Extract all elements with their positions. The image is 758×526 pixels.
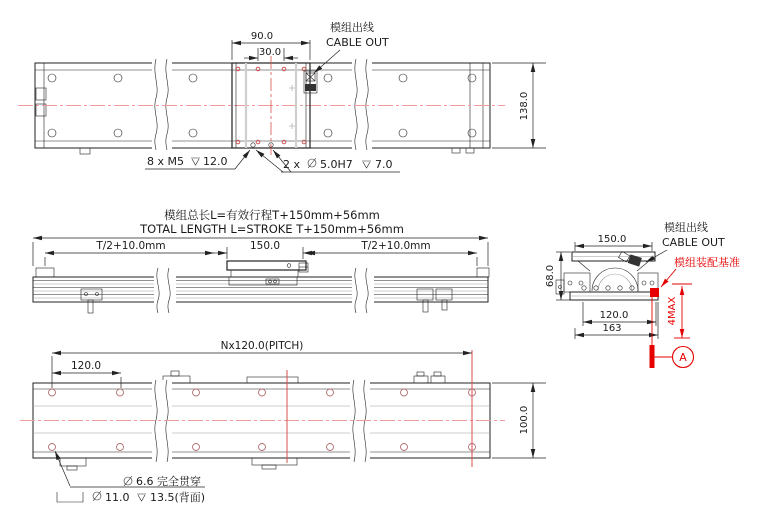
dim-30-text: 30.0 xyxy=(258,47,282,58)
pin-depth-text: 7.0 xyxy=(375,158,393,171)
depth-icon xyxy=(191,158,200,165)
dimension-68 xyxy=(545,252,571,300)
pin-size-text: 5.0H7 xyxy=(320,158,353,171)
tap-note-text: 8 x M5 xyxy=(147,155,184,168)
dim-right-text: T/2+10.0mm xyxy=(361,240,431,252)
dim-163-text: 163 xyxy=(602,323,622,334)
total-length-title-en: TOTAL LENGTH L=STROKE T+150mm+56mm xyxy=(140,222,404,236)
tap-depth-text: 12.0 xyxy=(203,155,228,168)
dim-slider-text: 150.0 xyxy=(249,240,281,252)
through-hole-text: 6.6 完全贯穿 xyxy=(136,475,201,488)
base-holes xyxy=(49,389,476,451)
dimension-120 xyxy=(52,360,121,388)
motor-dome xyxy=(592,268,638,291)
dim-90-text: 90.0 xyxy=(250,31,274,42)
dim-120-text: 120.0 xyxy=(70,360,102,372)
diameter-icon xyxy=(93,491,101,501)
datum-label-text: A xyxy=(679,351,687,364)
cable-out-cn: 模组出线 xyxy=(664,221,708,234)
cable-out-callout xyxy=(314,20,389,73)
dim-138-text: 138.0 xyxy=(519,91,530,121)
diameter-icon xyxy=(124,476,132,486)
module-cross-section xyxy=(556,251,659,300)
center-marks xyxy=(289,85,295,129)
bottom-view xyxy=(20,340,546,504)
top-view xyxy=(18,20,546,172)
datum-target-bar xyxy=(650,345,655,368)
dim-left-text: T/2+10.0mm xyxy=(96,240,166,252)
dimension-150 xyxy=(575,234,652,251)
dimension-left-half-stroke xyxy=(45,240,214,266)
dimension-4max xyxy=(667,284,692,338)
diameter-icon xyxy=(308,158,316,168)
rail-outline xyxy=(35,63,490,154)
break-lines xyxy=(152,380,370,462)
total-length-title-cn: 模组总长L=有效行程T+150mm+56mm xyxy=(164,208,380,222)
cable-out-en: CABLE OUT xyxy=(662,236,725,249)
dim-base-120-text: 120.0 xyxy=(599,310,629,321)
side-view xyxy=(545,220,740,368)
cable-connector xyxy=(619,251,642,266)
hole-spec-note xyxy=(55,451,205,504)
cable-out-cn: 模组出线 xyxy=(330,21,374,34)
depth-icon xyxy=(137,494,146,501)
dim-68-text: 68.0 xyxy=(545,264,556,288)
dim-pitch-text: Nx120.0(PITCH) xyxy=(220,340,304,352)
sensor-brackets xyxy=(81,289,452,313)
pin-hole-note xyxy=(256,150,400,172)
break-lines xyxy=(152,59,372,150)
dim-4max-text: 4MAX xyxy=(667,296,678,326)
carriage-side xyxy=(227,261,308,285)
datum-note-text: 模组装配基准 xyxy=(674,256,740,269)
note-leader xyxy=(55,451,70,486)
cbore-depth-text: 13.5(背面) xyxy=(150,491,206,504)
dim-100-text: 100.0 xyxy=(519,405,530,435)
pin-qty-text: 2 x xyxy=(283,158,301,171)
datum-surface-marker xyxy=(650,288,659,297)
datum-note xyxy=(661,255,740,287)
dimension-pitch xyxy=(52,340,472,388)
dimension-slider-150 xyxy=(213,240,317,259)
tap-hole-note xyxy=(145,150,250,169)
cbore-dia-text: 11.0 xyxy=(105,491,130,504)
counterbore-icon xyxy=(57,492,83,502)
front-view xyxy=(33,208,489,314)
dimension-right-half-stroke xyxy=(306,240,477,266)
pin-holes xyxy=(251,143,273,147)
depth-icon xyxy=(362,161,371,168)
cable-out-en: CABLE OUT xyxy=(326,36,389,49)
dim-150-text: 150.0 xyxy=(597,234,627,245)
cable-out-leader xyxy=(314,50,340,73)
